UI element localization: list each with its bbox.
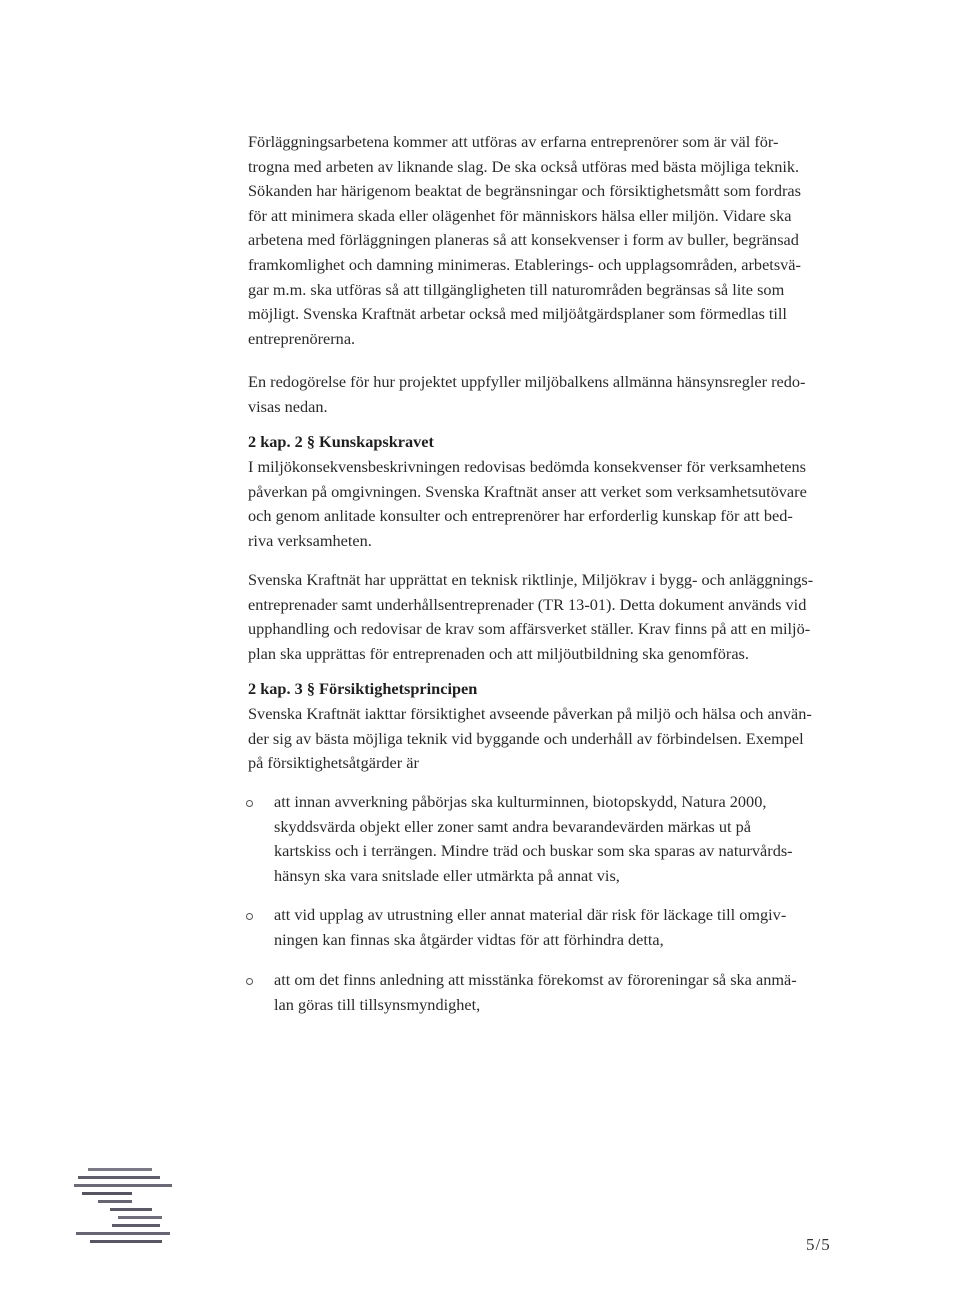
list-item-text: [274, 903, 844, 952]
svenska-kraftnat-logo-icon: [72, 1168, 172, 1248]
text-line: visas nedan.: [248, 396, 328, 416]
logo-stripe: [112, 1224, 160, 1227]
text-line: entreprenader samt underhållsentreprenader (TR 13-01). Detta dokument används vid: [248, 594, 807, 614]
text-line: framkomlighet och damning minimeras. Etablerings- och upplagsområden, arbetsvä-: [248, 254, 801, 274]
text-line: att vid upplag av utrustning eller annat material där risk för läckage till omgiv-: [274, 905, 787, 924]
logo-stripe: [98, 1200, 132, 1203]
logo-stripe: [74, 1184, 172, 1187]
text-line: trogna med arbeten av liknande slag. De ska också utföras med bästa möjliga teknik.: [248, 156, 800, 176]
paragraph-1: [248, 130, 848, 351]
text-line: och genom anlitade konsulter och entreprenörer har erforderlig kunskap för att bed-: [248, 506, 793, 526]
list-item-text: [274, 968, 844, 1017]
page-number: 5/5: [806, 1235, 831, 1254]
text-line: att innan avverkning påbörjas ska kulturminnen, biotopskydd, Natura 2000,: [274, 792, 767, 811]
text-line: för att minimera skada eller olägenhet för människors hälsa eller miljön. Vidare ska: [248, 205, 792, 225]
logo-stripe: [88, 1168, 152, 1171]
text-line: arbetena med förläggningen planeras så att konsekvenser i form av buller, begränsad: [248, 230, 799, 250]
text-line: gar m.m. ska utföras så att tillgängligheten till naturområden begränsas så lite som: [248, 279, 785, 299]
text-line: påverkan på omgivningen. Svenska Kraftnät anser att verket som verksamhetsutövare: [248, 481, 807, 501]
text-line: I miljökonsekvensbeskrivningen redovisas bedömda konsekvenser för verksamhetens: [248, 457, 806, 476]
paragraph-2: [248, 370, 848, 419]
text-line: upphandling och redovisar de krav som affärsverket ställer. Krav finns på att en miljö-: [248, 619, 811, 639]
text-line: Svenska Kraftnät har upprättat en teknisk riktlinje, Miljökrav i bygg- och anläggnings-: [248, 570, 814, 589]
section-heading-kunskapskravet: 2 kap. 2 § Kunskapskravet: [248, 432, 434, 451]
text-line: skyddsvärda objekt eller zoner samt andra bevarandevärden märkas ut på: [274, 816, 751, 836]
logo-stripe: [78, 1176, 160, 1179]
bullet-icon: [246, 913, 253, 920]
text-line: kartskiss och i terrängen. Mindre träd och buskar som ska sparas av naturvårds-: [274, 841, 793, 861]
list-item-text: [274, 790, 844, 888]
text-line: Förläggningsarbetena kommer att utföras av erfarna entreprenörer som är väl för-: [248, 132, 779, 151]
text-line: der sig av bästa möjliga teknik vid byggande och underhåll av förbindelsen. Exempel: [248, 728, 804, 748]
bullet-icon: [246, 978, 253, 985]
text-line: Svenska Kraftnät iakttar försiktighet avseende påverkan på miljö och hälsa och använ-: [248, 704, 812, 723]
logo-stripe: [82, 1192, 132, 1195]
paragraph-3: [248, 455, 848, 553]
logo-stripe: [110, 1208, 152, 1211]
logo-stripe: [76, 1232, 170, 1235]
text-line: möjligt. Svenska Kraftnät arbetar också med miljöåtgärdsplaner som förmedlas till: [248, 304, 787, 324]
text-line: En redogörelse för hur projektet uppfyller miljöbalkens allmänna hänsynsregler redo-: [248, 372, 806, 391]
paragraph-4: [248, 568, 848, 666]
logo-stripe: [90, 1240, 162, 1243]
text-line: lan göras till tillsynsmyndighet,: [274, 994, 481, 1014]
text-line: på försiktighetsåtgärder är: [248, 753, 419, 773]
text-line: entreprenörerna.: [248, 328, 356, 348]
bullet-icon: [246, 800, 253, 807]
paragraph-5: [248, 702, 848, 776]
logo-stripe: [118, 1216, 162, 1219]
text-line: att om det finns anledning att misstänka förekomst av föroreningar så ska anmä-: [274, 970, 797, 989]
text-line: Sökanden har härigenom beaktat de begränsningar och försiktighetsmått som fordras: [248, 181, 801, 201]
text-line: ningen kan finnas ska åtgärder vidtas för att förhindra detta,: [274, 929, 664, 949]
text-line: riva verksamheten.: [248, 530, 372, 550]
text-line: plan ska upprättas för entreprenaden och att miljöutbildning ska genomföras.: [248, 643, 749, 663]
text-line: hänsyn ska vara snitslade eller utmärkta på annat vis,: [274, 865, 620, 885]
section-heading-forsiktighetsprincipen: 2 kap. 3 § Försiktighetsprincipen: [248, 679, 478, 698]
